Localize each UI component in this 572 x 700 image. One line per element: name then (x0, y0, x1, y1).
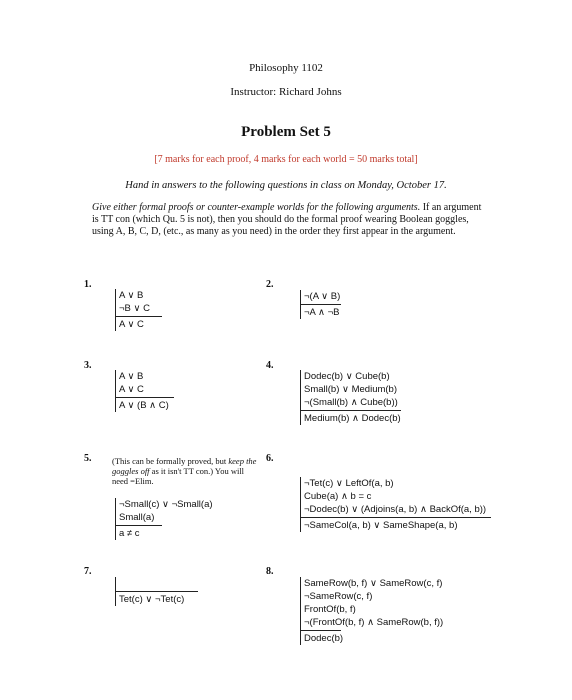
fitch-bar (116, 525, 162, 526)
premise: ¬(FrontOf(b, f) ∧ SameRow(b, f)) (304, 617, 444, 628)
problem-6-number: 6. (266, 453, 274, 464)
premise: ¬B ∨ C (119, 303, 150, 314)
problem-2-argument (300, 290, 341, 319)
conclusion: Dodec(b) (304, 633, 344, 644)
problem-1-argument (115, 289, 162, 331)
premise: ¬Tet(c) ∨ LeftOf(a, b) (304, 478, 394, 489)
premise: ¬(Small(b) ∧ Cube(b)) (304, 397, 398, 408)
conclusion: a ≠ c (119, 528, 140, 539)
instructions-rest: If an argument is TT con (which Qu. 5 is not), then you should do the formal proof wearing Boolean goggles, using A, B, C, D, (etc., as many as you need) in the order they first appear in the argument. (92, 202, 482, 237)
problem-2-number: 2. (266, 279, 274, 290)
premise: Small(a) (119, 512, 155, 523)
premise: A ∨ C (119, 384, 144, 395)
premise: Small(b) ∨ Medium(b) (304, 384, 397, 395)
conclusion: ¬SameCol(a, b) ∨ SameShape(a, b) (304, 520, 458, 531)
note-emphasis: keep the goggles off (112, 456, 257, 476)
instructions-lead: Give either formal proofs or counter-example worlds for the following arguments. (92, 202, 421, 213)
problem-8-number: 8. (266, 566, 274, 577)
premise: ¬Small(c) ∨ ¬Small(a) (119, 499, 213, 510)
note-text: as it isn't TT con.) You will need =Elim. (112, 466, 245, 486)
conclusion: Medium(b) ∧ Dodec(b) (304, 413, 401, 424)
course-title: Philosophy 1102 (249, 62, 323, 74)
conclusion: ¬A ∧ ¬B (304, 307, 340, 318)
premise: FrontOf(b, f) (304, 604, 356, 615)
instructions-paragraph (92, 202, 484, 238)
premise: Dodec(b) ∨ Cube(b) (304, 371, 390, 382)
empty-premise (119, 577, 198, 590)
problem-7-number: 7. (84, 566, 92, 577)
premise: A ∨ B (119, 290, 144, 301)
problem-1-number: 1. (84, 279, 92, 290)
problem-3-number: 3. (84, 360, 92, 371)
fitch-bar (301, 410, 401, 411)
problem-3-argument (115, 370, 174, 412)
problem-5-argument (115, 498, 213, 540)
problem-5-number: 5. (84, 453, 92, 464)
problem-4-number: 4. (266, 360, 274, 371)
fitch-bar (301, 630, 341, 631)
instructor-line: Instructor: Richard Johns (230, 86, 342, 98)
hand-in-line: Hand in answers to the following questions in class on Monday, October 17. (125, 180, 447, 191)
fitch-bar (116, 397, 174, 398)
note-text: (This can be formally proved, but (112, 456, 229, 466)
premise: Cube(a) ∧ b = c (304, 491, 372, 502)
conclusion: A ∨ C (119, 319, 144, 330)
conclusion: A ∨ (B ∧ C) (119, 400, 169, 411)
fitch-bar (116, 591, 198, 592)
premise: ¬Dodec(b) ∨ (Adjoins(a, b) ∧ BackOf(a, b)) (304, 504, 487, 515)
page-title: Problem Set 5 (241, 124, 331, 140)
fitch-bar (116, 316, 162, 317)
fitch-bar (301, 304, 341, 305)
problem-7-argument (115, 577, 198, 606)
problem-4-argument (300, 370, 401, 425)
premise: SameRow(b, f) ∨ SameRow(c, f) (304, 578, 443, 589)
fitch-bar (301, 517, 491, 518)
premise: A ∨ B (119, 371, 144, 382)
problem-6-argument (300, 477, 491, 532)
conclusion: Tet(c) ∨ ¬Tet(c) (119, 594, 185, 605)
premise: ¬SameRow(c, f) (304, 591, 373, 602)
problem-8-argument (300, 577, 443, 645)
marks-line: [7 marks for each proof, 4 marks for each world = 50 marks total] (154, 154, 418, 165)
premise: ¬(A ∨ B) (304, 291, 341, 302)
problem-5-note (112, 456, 260, 486)
